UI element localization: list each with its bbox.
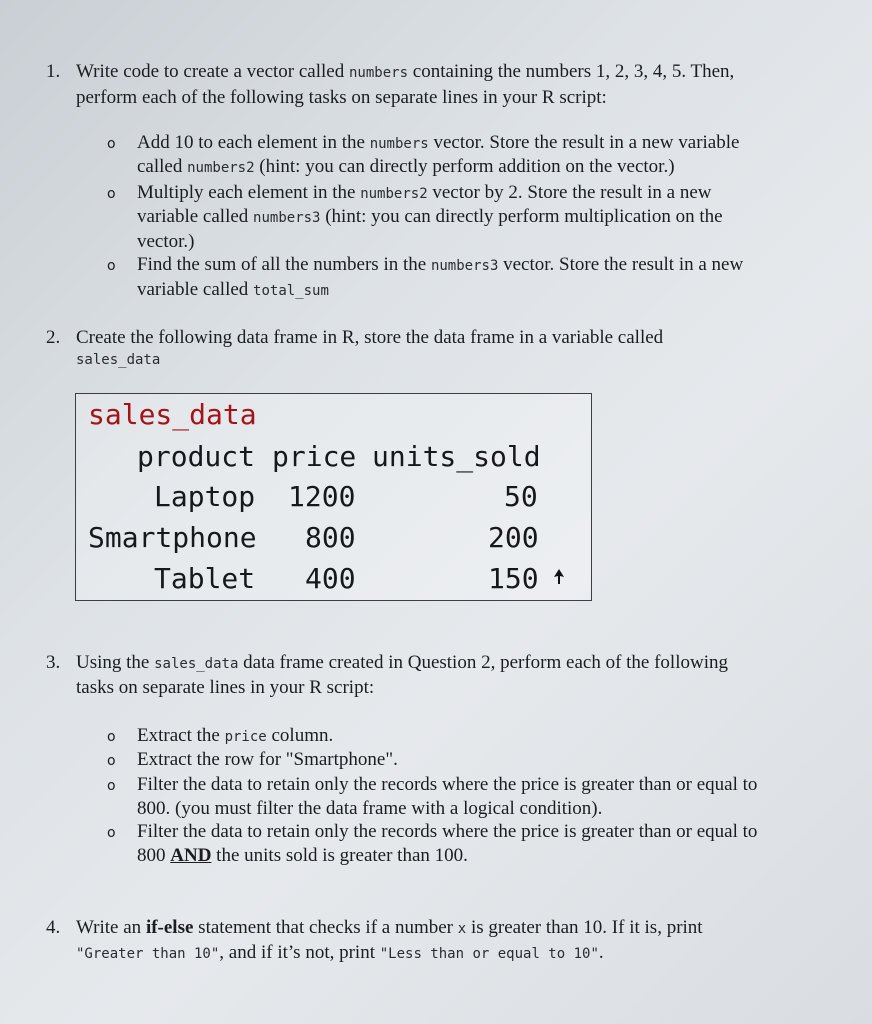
cell-units-sold: 50 [504,480,538,513]
code-inline: total_sum [253,283,329,299]
question-text-line: Create the following data frame in R, store the data frame in a variable called [76,327,664,348]
question-3 [46,651,836,703]
code-inline: price [224,729,267,745]
data-frame-box [75,393,592,601]
cell-price: 800 [305,521,356,554]
question-number: 3. [46,652,61,673]
question-text-line: perform each of the following tasks on separate lines in your R script: [76,87,607,108]
code-inline: numbers3 [253,210,321,226]
bullet: o [107,136,116,152]
bullet: o [107,778,116,794]
question-text-line: Write an if-else statement that checks if a number x is greater than 10. If it is, print [76,917,703,938]
q1-item-2: o Multiply each element in the numbers2 vector by 2. Store the result in a new variable called numbers3 (hint: you can directly perform multiplication on the vector.) [107,182,723,252]
code-inline: "Less than or equal to 10" [379,946,599,962]
bullet: o [107,753,116,769]
question-number: 2. [46,327,61,348]
code-inline: numbers2 [187,160,255,176]
question-text-line: Using the sales_data data frame created in Question 2, perform each of the following [76,652,728,673]
question-text-line: tasks on separate lines in your R script: [76,677,375,698]
cell-product: Tablet [154,562,256,595]
column-header-units-sold: units_sold [372,440,541,473]
q1-item-1: o Add 10 to each element in the numbers vector. Store the result in a new variable called numbers2 (hint: you can directly perform addition on the vector.) [107,132,740,177]
code-inline: numbers2 [360,186,428,202]
q3-item-3: o Filter the data to retain only the records where the price is greater than or equal to 800. (you must filter the data frame with a logical condition). [107,774,758,819]
bullet: o [107,258,116,274]
question-number: 1. [46,61,61,82]
code-inline: sales_data [76,352,161,368]
question-number: 4. [46,917,61,938]
code-inline: x [457,921,467,937]
code-inline: "Greater than 10" [76,946,220,962]
q3-item-2: o Extract the row for "Smartphone". [107,748,827,774]
data-frame-name: sales_data [88,398,257,431]
bullet: o [107,186,116,202]
column-header-price: price [272,440,357,473]
q1-item-3: o Find the sum of all the numbers in the numbers3 vector. Store the result in a new variable called total_sum [107,254,744,300]
code-inline: sales_data [154,656,239,672]
emphasis-and: AND [170,845,212,866]
question-text-line: Write code to create a vector called numbers containing the numbers 1, 2, 3, 4, 5. Then, [76,61,735,82]
cell-price: 400 [305,562,356,595]
mouse-pointer-icon [553,569,565,585]
code-inline: numbers3 [430,258,499,274]
q3-item-1: o Extract the price column. [107,724,827,750]
cell-product: Smartphone [88,521,257,554]
cell-product: Laptop [154,480,256,513]
question-4 [46,916,836,968]
question-1 [46,60,826,120]
column-header-product: product [137,440,256,473]
q3-item-4: o Filter the data to retain only the records where the price is greater than or equal to 800 AND the units sold is greater than 100. [107,821,758,866]
keyword-if-else: if-else [145,917,194,938]
code-inline: numbers [369,136,429,152]
question-2 [46,326,826,374]
question-text-line: "Greater than 10", and if it’s not, print "Less than or equal to 10". [76,942,604,963]
cell-price: 1200 [288,480,356,513]
bullet: o [107,825,116,841]
code-inline: numbers [349,65,409,81]
cell-units-sold: 150 [488,562,539,595]
cell-units-sold: 200 [488,521,539,554]
bullet: o [107,729,116,745]
